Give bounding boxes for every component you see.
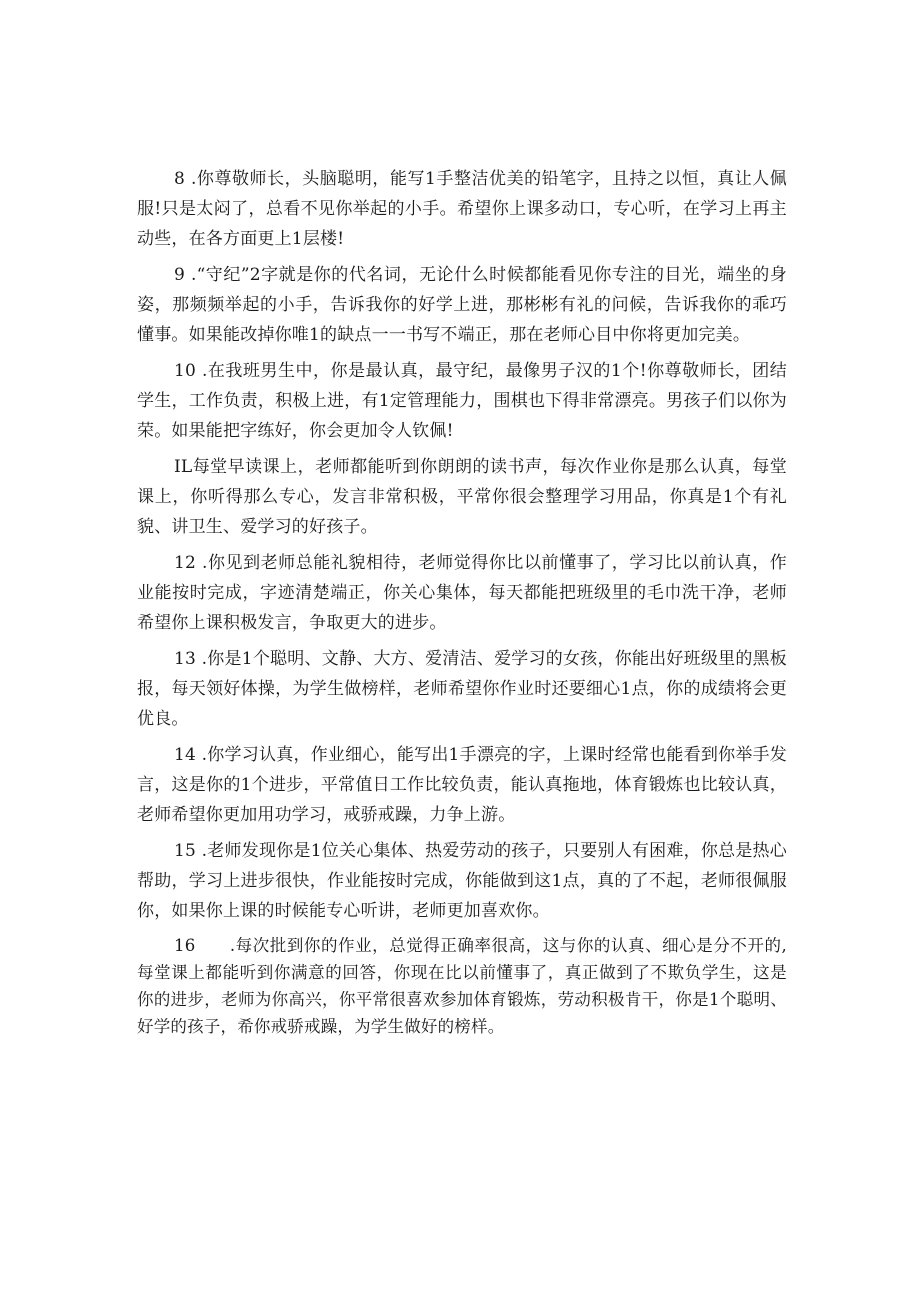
comment-paragraph-14: 14 .你学习认真，作业细心，能写出1手漂亮的字，上课时经常也能看到你举手发言，这是你的1个进步，平常值日工作比较负责，能认真拖地，体育锻炼也比较认真，老师希望你更加用功学习，戒骄戒躁，力争上游。: [137, 745, 787, 825]
comment-paragraph-16: 16 .每次批到你的作业，总觉得正确率很高，这与你的认真、细心是分不开的,每堂课上都能听到你满意的回答，你现在比以前懂事了，真正做到了不欺负学生，这是你的进步，老师为你高兴，你平常很喜欢参加体育锻炼，劳动积极肯干，你是1个聪明、好学的孩子，希你戒骄戒躁，为学生做好的榜样。: [137, 936, 787, 1036]
comment-paragraph-8: 8 .你尊敬师长，头脑聪明，能写1手整洁优美的铅笔字，且持之以恒，真让人佩服!只是太闷了，总看不见你举起的小手。希望你上课多动口，专心听，在学习上再主动些，在各方面更上1层楼!: [137, 169, 787, 249]
comment-paragraph-10: 10 .在我班男生中，你是最认真，最守纪，最像男子汉的1个!你尊敬师长，团结学生，工作负责，积极上进，有1定管理能力，围棋也下得非常漂亮。男孩子们以你为荣。如果能把字练好，你会更加令人钦佩!: [137, 361, 787, 441]
comment-paragraph-11: IL每堂早读课上，老师都能听到你朗朗的读书声，每次作业你是那么认真，每堂课上，你听得那么专心，发言非常积极，平常你很会整理学习用品，你真是1个有礼貌、讲卫生、爱学习的好孩子。: [137, 457, 787, 537]
comment-paragraph-9: 9 .“守纪”2字就是你的代名词，无论什么时候都能看见你专注的目光，端坐的身姿，那频频举起的小手，告诉我你的好学上进，那彬彬有礼的问候，告诉我你的乖巧懂事。如果能改掉你唯1的缺点一一书写不端正，那在老师心目中你将更加完美。: [137, 265, 787, 345]
document-body: [137, 164, 787, 1046]
comment-paragraph-15: 15 .老师发现你是1位关心集体、热爱劳动的孩子，只要别人有困难，你总是热心帮助，学习上进步很快，作业能按时完成，你能做到这1点，真的了不起，老师很佩服你，如果你上课的时候能专心听讲，老师更加喜欢你。: [137, 841, 787, 921]
comment-paragraph-12: 12 .你见到老师总能礼貌相待，老师觉得你比以前懂事了，学习比以前认真，作业能按时完成，字迹清楚端正，你关心集体，每天都能把班级里的毛巾洗干净，老师希望你上课积极发言，争取更大的进步。: [137, 553, 787, 633]
comment-paragraph-13: 13 .你是1个聪明、文静、大方、爱清洁、爱学习的女孩，你能出好班级里的黑板报，每天领好体操，为学生做榜样，老师希望你作业时还要细心1点，你的成绩将会更优良。: [137, 649, 787, 729]
